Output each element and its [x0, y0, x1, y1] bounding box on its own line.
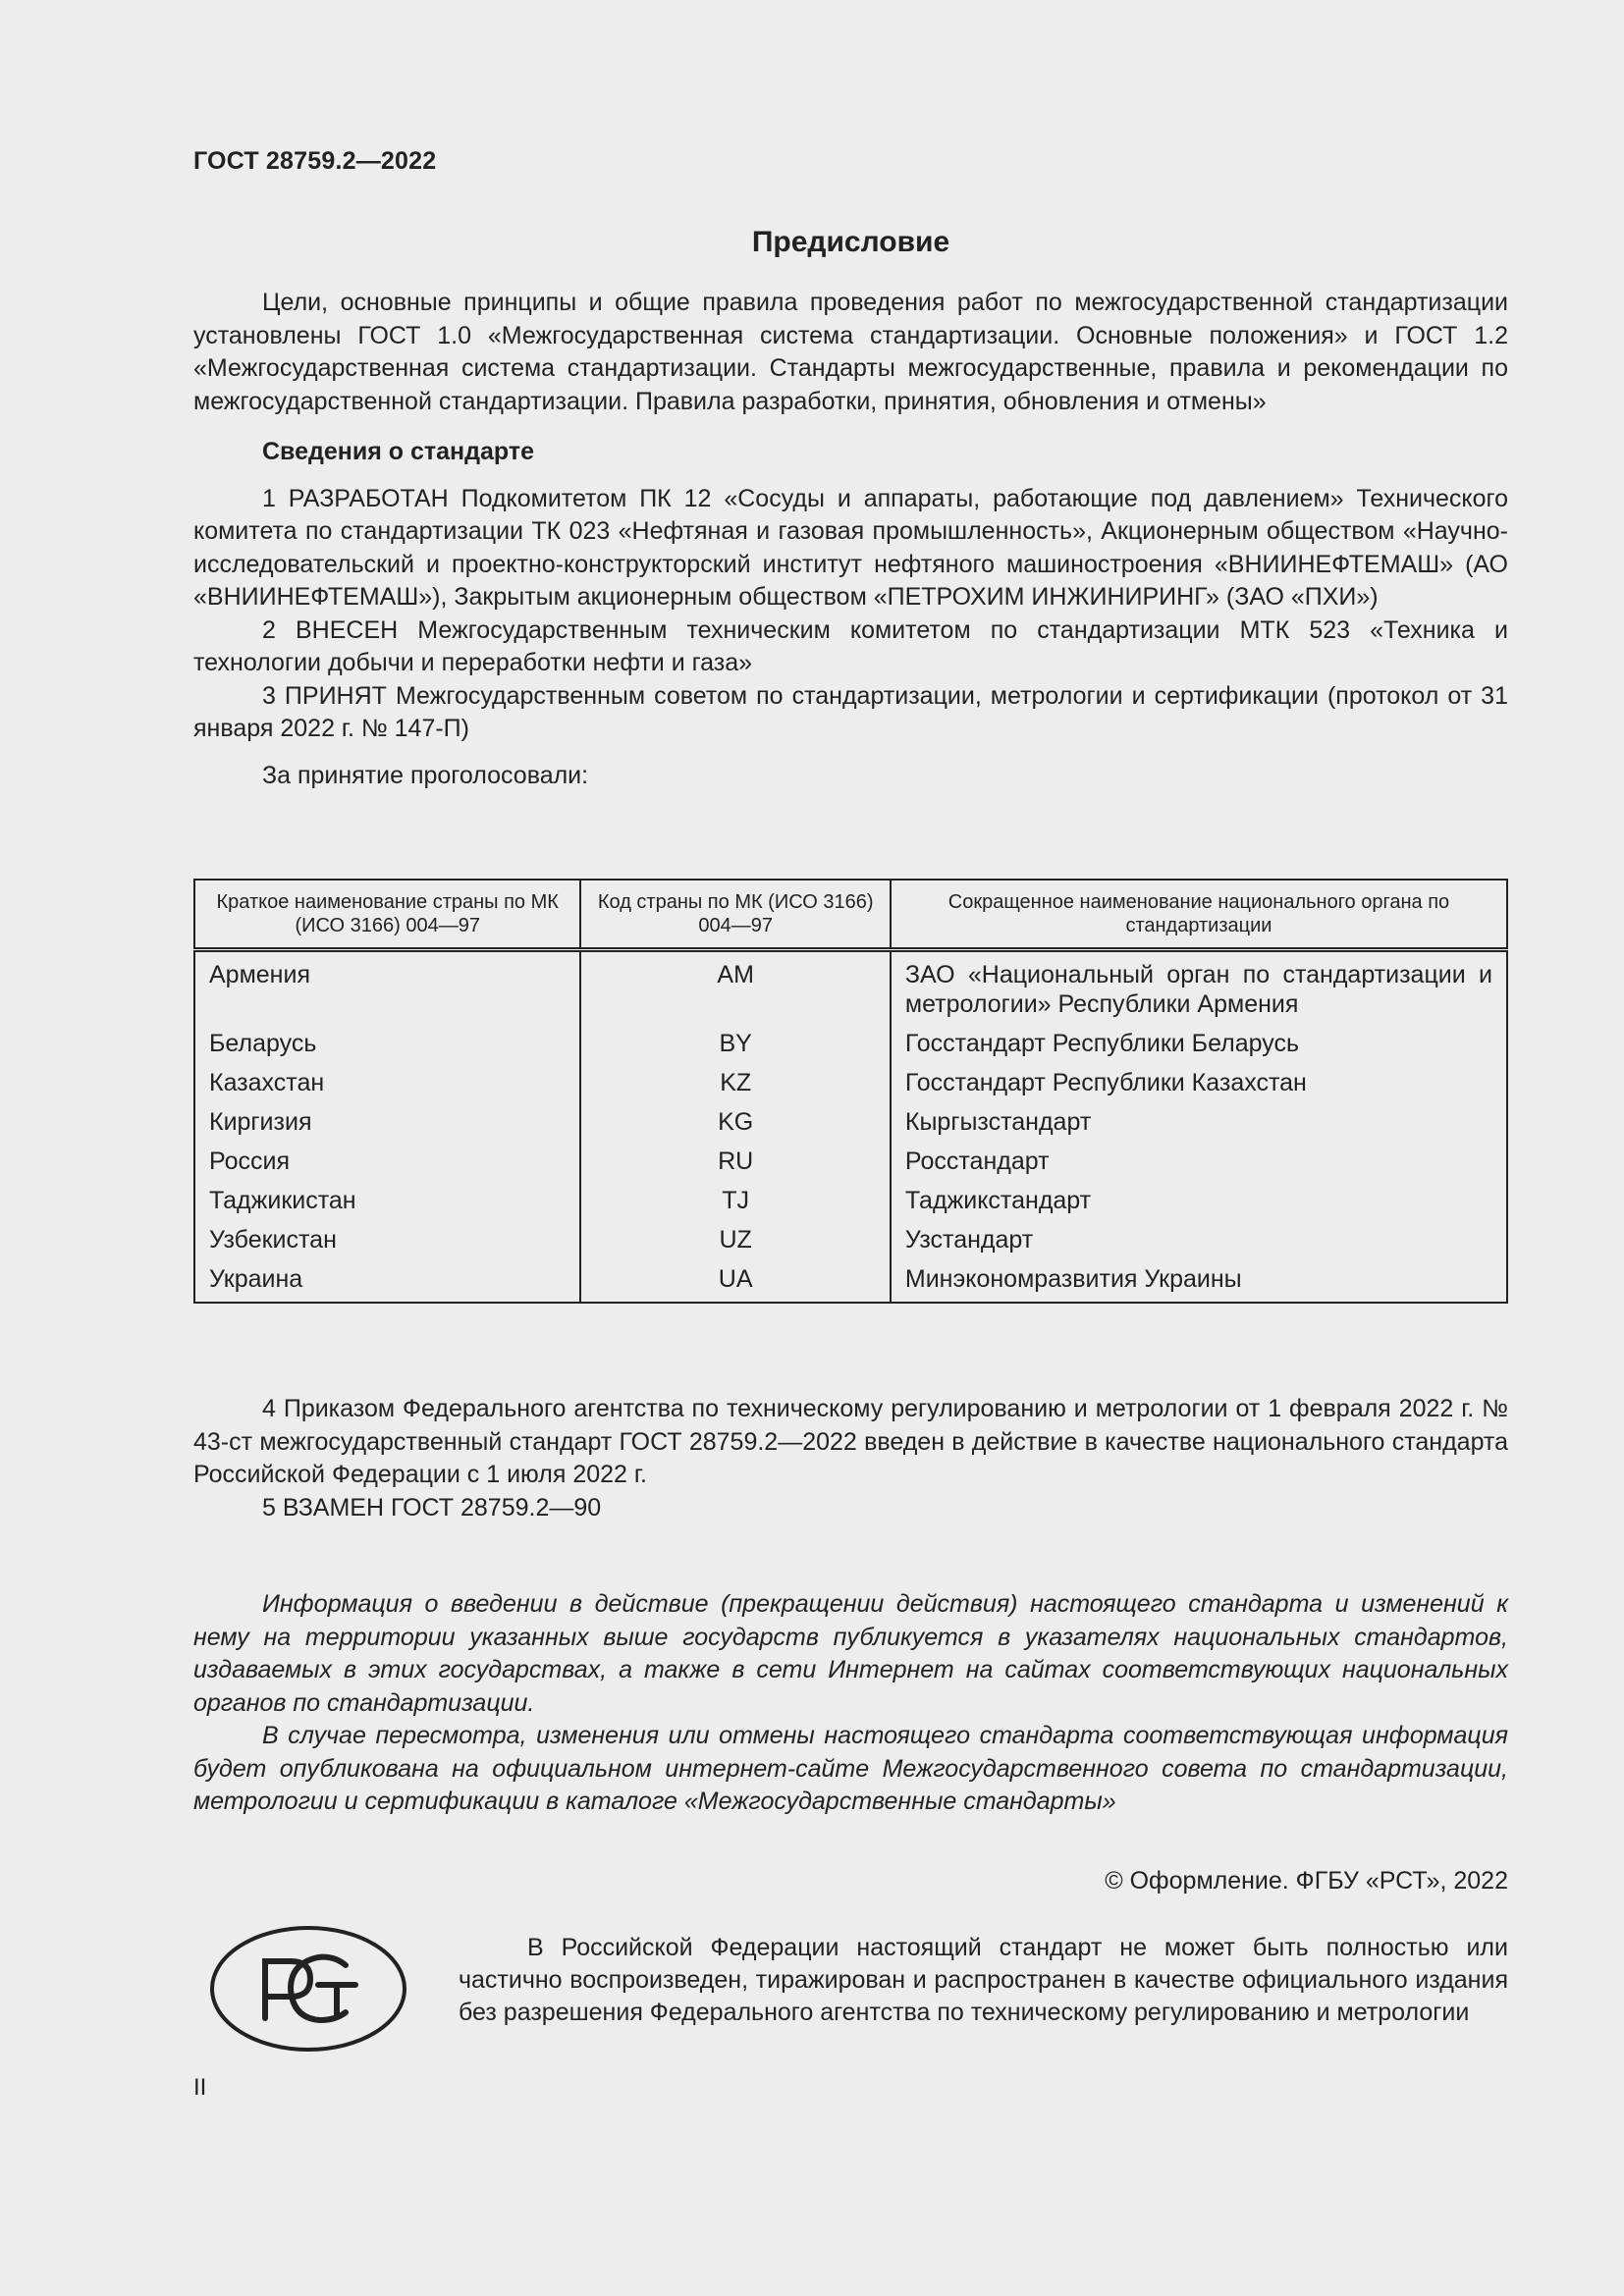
page-number: II [193, 2074, 207, 2101]
header-country: Краткое наименование страны по МК (ИСО 3166) 004—97 [194, 880, 580, 950]
rf-notice [459, 1932, 1508, 2029]
cell-code: RU [580, 1141, 890, 1180]
cell-country: Киргизия [209, 1108, 312, 1136]
cell-code: AM [580, 950, 890, 1024]
table-row [194, 1258, 1507, 1303]
table-row [194, 1023, 1507, 1062]
copyright-line: © Оформление. ФГБУ «РСТ», 2022 [1105, 1867, 1508, 1895]
page-title: Предисловие [751, 226, 950, 258]
header-body: Сокращенное наименование национального органа по стандартизации [891, 880, 1507, 950]
logo-text: PCT [208, 1924, 210, 1925]
cell-country: Таджикистан [209, 1187, 356, 1214]
table-row [194, 1141, 1507, 1180]
table-row [194, 1062, 1507, 1101]
cell-body: ЗАО «Национальный орган по стандартизации и метрологии» Республики Армения [891, 950, 1507, 1024]
cell-code: KG [580, 1101, 890, 1141]
cell-code: UA [580, 1258, 890, 1303]
rf-notice-text: В Российской Федерации настоящий стандарт не может быть полностью или частично воспроизведен, тиражирован и распространен в качестве официального издания без разрешения Федерального агентства по техническому регулированию и метрологии [459, 1934, 1508, 2026]
cell-body: Таджикстандарт [891, 1180, 1507, 1219]
rst-logo [208, 1924, 409, 2054]
cell-body: Узстандарт [891, 1219, 1507, 1258]
table-header-row [194, 880, 1507, 950]
cell-code: UZ [580, 1219, 890, 1258]
post-table-body [193, 1393, 1508, 1524]
voted-label: За принятие проголосовали: [262, 761, 589, 789]
item-5: 5 ВЗАМЕН ГОСТ 28759.2—90 [262, 1493, 602, 1522]
document-header: ГОСТ 28759.2—2022 [193, 147, 437, 175]
preface-body [193, 287, 1508, 792]
note-paragraph-1: Информация о введении в действие (прекращении действия) настоящего стандарта и изменений к нему на территории указанных выше государств публикуется в указателях национальных стандартов, издаваемых в этих государствах, а также в сети Интернет на сайтах соответствующих национальных органов по стандартизации. [193, 1590, 1508, 1717]
item-3: 3 ПРИНЯТ Межгосударственным советом по стандартизации, метрологии и сертификации (протокол от 31 января 2022 г. № 147-П) [193, 681, 1508, 742]
cell-country: Казахстан [209, 1069, 325, 1096]
cell-code: KZ [580, 1062, 890, 1101]
cell-body: Госстандарт Республики Казахстан [891, 1062, 1507, 1101]
cell-body: Кыргызстандарт [891, 1101, 1507, 1141]
cell-code: TJ [580, 1180, 890, 1219]
cell-body: Минэкономразвития Украины [891, 1258, 1507, 1303]
voting-table [193, 879, 1508, 1304]
info-heading: Сведения о стандарте [262, 438, 535, 465]
cell-body: Росстандарт [891, 1141, 1507, 1180]
table-row [194, 1101, 1507, 1141]
voting-table-wrap [193, 879, 1508, 1304]
header-code: Код страны по МК (ИСО 3166) 004—97 [580, 880, 890, 950]
cell-body: Госстандарт Республики Беларусь [891, 1023, 1507, 1062]
note-paragraph-2: В случае пересмотра, изменения или отмены настоящего стандарта соответствующая информация будет опубликована на официальном интернет-сайте Межгосударственного совета по стандартизации, метрологии и сертификации в каталоге «Межгосударственные стандарты» [193, 1722, 1508, 1815]
table-row [194, 950, 1507, 1024]
item-4: 4 Приказом Федерального агентства по техническому регулированию и метрологии от 1 февраля 2022 г. № 43-ст межгосударственный стандарт ГОСТ 28759.2—2022 введен в действие в качестве национального стандарта Российской Федерации с 1 июля 2022 г. [193, 1395, 1508, 1488]
table-row [194, 1180, 1507, 1219]
cell-country: Армения [209, 961, 310, 988]
intro-paragraph: Цели, основные принципы и общие правила проведения работ по межгосударственной стандартизации установлены ГОСТ 1.0 «Межгосударственная система стандартизации. Основные положения» и ГОСТ 1.2 «Межгосударственная система стандартизации. Стандарты межгосударственные, правила и рекомендации по межгосударственной стандартизации. Правила разработки, принятия, обновления и отмены» [193, 289, 1508, 415]
item-1: 1 РАЗРАБОТАН Подкомитетом ПК 12 «Сосуды и аппараты, работающие под давлением» Технического комитета по стандартизации ТК 023 «Нефтяная и газовая промышленность», Акционерным обществом «Научно-исследовательский и проектно-конструкторский институт нефтяного машиностроения «ВНИИНЕФТЕМАШ» (АО «ВНИИНЕФТЕМАШ»), Закрытым акционерным обществом «ПЕТРОХИМ ИНЖИНИРИНГ» (ЗАО «ПХИ») [193, 484, 1508, 611]
cell-country: Узбекистан [209, 1226, 337, 1254]
cell-country: Россия [209, 1148, 290, 1175]
notes-block [193, 1588, 1508, 1819]
table-row [194, 1219, 1507, 1258]
cell-country: Беларусь [209, 1030, 317, 1057]
cell-code: BY [580, 1023, 890, 1062]
cell-country: Украина [209, 1265, 303, 1293]
item-2: 2 ВНЕСЕН Межгосударственным техническим комитетом по стандартизации МТК 523 «Техника и технологии добычи и переработки нефти и газа» [193, 615, 1508, 676]
